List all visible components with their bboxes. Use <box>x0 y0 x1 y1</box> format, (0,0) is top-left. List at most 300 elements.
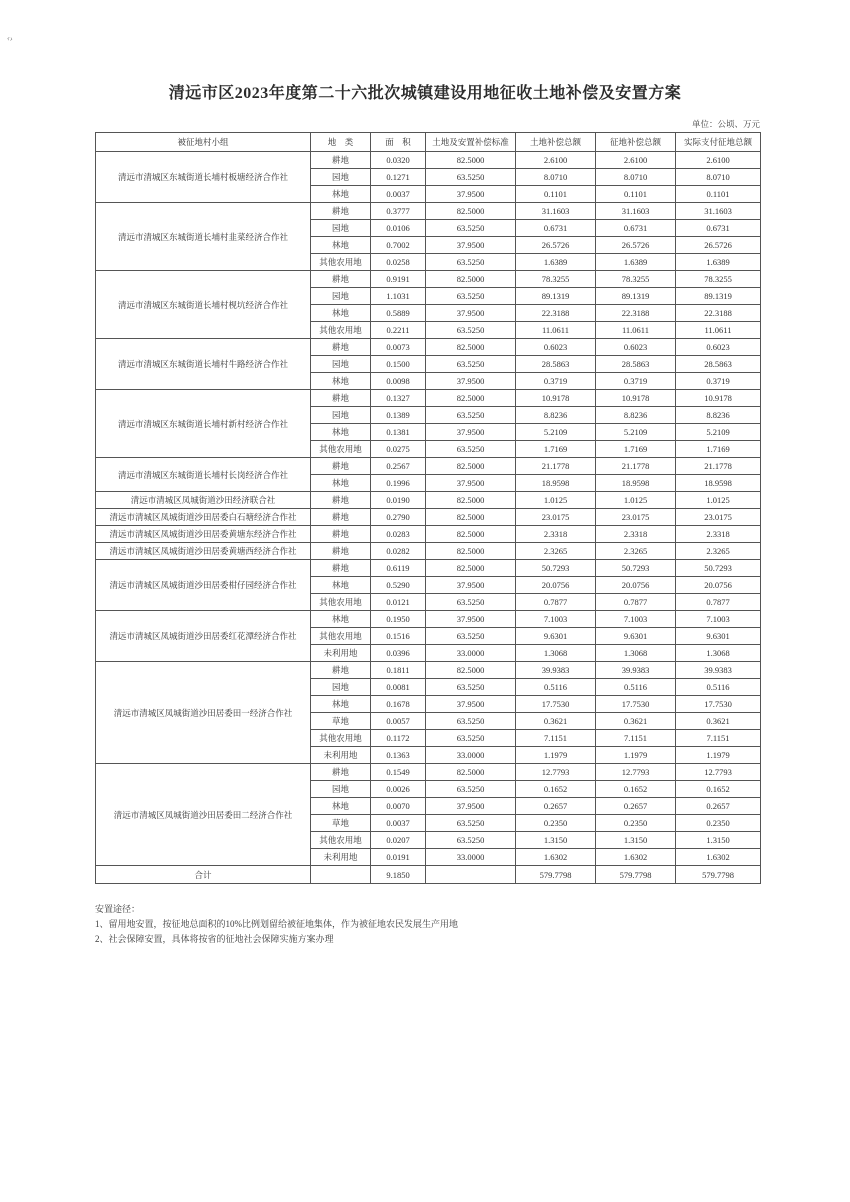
actual-paid-cell: 1.7169 <box>676 441 761 458</box>
compensation-table <box>95 132 761 884</box>
actual-paid-cell: 0.1652 <box>676 781 761 798</box>
land-comp-cell: 26.5726 <box>516 237 596 254</box>
standard-cell: 82.5000 <box>426 492 516 509</box>
land-comp-cell: 20.0756 <box>516 577 596 594</box>
levy-comp-cell: 0.1652 <box>596 781 676 798</box>
actual-paid-cell: 18.9598 <box>676 475 761 492</box>
area-cell: 0.0320 <box>371 152 426 169</box>
area-cell: 0.1363 <box>371 747 426 764</box>
actual-paid-cell: 2.3318 <box>676 526 761 543</box>
standard-cell: 82.5000 <box>426 526 516 543</box>
land-type-cell: 草地 <box>311 713 371 730</box>
standard-cell: 37.9500 <box>426 373 516 390</box>
area-cell: 0.0207 <box>371 832 426 849</box>
land-comp-cell: 1.7169 <box>516 441 596 458</box>
levy-comp-cell: 579.7798 <box>596 866 676 884</box>
standard-cell: 63.5250 <box>426 832 516 849</box>
table-row <box>96 543 761 560</box>
land-comp-cell: 31.1603 <box>516 203 596 220</box>
land-comp-cell: 89.1319 <box>516 288 596 305</box>
levy-comp-cell: 2.3318 <box>596 526 676 543</box>
land-type-cell: 林地 <box>311 577 371 594</box>
note-line-2: 2、社会保障安置，具体将按省的征地社会保障实施方案办理 <box>95 934 334 944</box>
standard-cell: 37.9500 <box>426 237 516 254</box>
levy-comp-cell: 0.7877 <box>596 594 676 611</box>
land-type-cell: 林地 <box>311 611 371 628</box>
standard-cell: 37.9500 <box>426 696 516 713</box>
standard-cell: 82.5000 <box>426 152 516 169</box>
actual-paid-cell: 12.7793 <box>676 764 761 781</box>
land-comp-cell: 1.1979 <box>516 747 596 764</box>
standard-cell: 63.5250 <box>426 594 516 611</box>
land-type-cell: 耕地 <box>311 203 371 220</box>
area-cell: 0.0057 <box>371 713 426 730</box>
actual-paid-cell: 26.5726 <box>676 237 761 254</box>
actual-paid-cell: 8.8236 <box>676 407 761 424</box>
land-comp-cell: 28.5863 <box>516 356 596 373</box>
table-row <box>96 764 761 781</box>
levy-comp-cell: 0.5116 <box>596 679 676 696</box>
actual-paid-cell: 39.9383 <box>676 662 761 679</box>
levy-comp-cell: 23.0175 <box>596 509 676 526</box>
table-header <box>96 133 761 152</box>
land-type-cell: 林地 <box>311 475 371 492</box>
table-row <box>96 390 761 407</box>
actual-paid-cell: 0.2657 <box>676 798 761 815</box>
standard-cell: 63.5250 <box>426 254 516 271</box>
village-group-name: 清远市清城区东城街道长埔村长岗经济合作社 <box>96 458 311 492</box>
levy-comp-cell: 2.6100 <box>596 152 676 169</box>
table-row <box>96 203 761 220</box>
actual-paid-cell: 10.9178 <box>676 390 761 407</box>
levy-comp-cell: 0.2350 <box>596 815 676 832</box>
land-comp-cell: 0.6023 <box>516 339 596 356</box>
land-type-cell: 其他农用地 <box>311 254 371 271</box>
levy-comp-cell: 20.0756 <box>596 577 676 594</box>
area-cell: 0.0098 <box>371 373 426 390</box>
actual-paid-cell: 1.0125 <box>676 492 761 509</box>
land-comp-cell: 78.3255 <box>516 271 596 288</box>
land-comp-cell: 0.3719 <box>516 373 596 390</box>
land-type-cell: 耕地 <box>311 339 371 356</box>
area-cell: 1.1031 <box>371 288 426 305</box>
village-group-name: 清远市清城区东城街道长埔村韭菜经济合作社 <box>96 203 311 271</box>
standard-cell: 37.9500 <box>426 611 516 628</box>
area-cell: 0.1549 <box>371 764 426 781</box>
levy-comp-cell: 18.9598 <box>596 475 676 492</box>
land-comp-cell: 0.2657 <box>516 798 596 815</box>
column-header-0: 被征地村小组 <box>96 133 311 152</box>
village-group-name: 清远市清城区凤城街道沙田居委田二经济合作社 <box>96 764 311 866</box>
area-cell: 0.1950 <box>371 611 426 628</box>
levy-comp-cell: 31.1603 <box>596 203 676 220</box>
land-comp-cell: 1.0125 <box>516 492 596 509</box>
land-type-cell: 耕地 <box>311 543 371 560</box>
standard-cell: 63.5250 <box>426 441 516 458</box>
actual-paid-cell: 0.1101 <box>676 186 761 203</box>
levy-comp-cell: 1.3150 <box>596 832 676 849</box>
land-comp-cell: 2.3318 <box>516 526 596 543</box>
land-type-cell: 耕地 <box>311 390 371 407</box>
levy-comp-cell: 10.9178 <box>596 390 676 407</box>
area-cell: 0.0026 <box>371 781 426 798</box>
land-comp-cell: 0.5116 <box>516 679 596 696</box>
standard-cell: 82.5000 <box>426 764 516 781</box>
land-comp-cell: 2.6100 <box>516 152 596 169</box>
land-type-cell: 林地 <box>311 237 371 254</box>
land-type-cell: 园地 <box>311 288 371 305</box>
unit-note: 单位：公顷、万元 <box>691 119 760 129</box>
standard-cell: 82.5000 <box>426 543 516 560</box>
land-type-cell: 未利用地 <box>311 645 371 662</box>
land-comp-cell: 7.1003 <box>516 611 596 628</box>
land-type-cell: 耕地 <box>311 492 371 509</box>
standard-cell: 82.5000 <box>426 339 516 356</box>
area-cell: 0.0121 <box>371 594 426 611</box>
area-cell: 0.0070 <box>371 798 426 815</box>
area-cell: 0.0396 <box>371 645 426 662</box>
standard-cell: 63.5250 <box>426 713 516 730</box>
area-cell: 0.7002 <box>371 237 426 254</box>
standard-cell: 37.9500 <box>426 798 516 815</box>
area-cell: 0.0106 <box>371 220 426 237</box>
village-group-name: 清远市清城区东城街道长埔村板塘经济合作社 <box>96 152 311 203</box>
land-comp-cell: 1.6302 <box>516 849 596 866</box>
area-cell: 0.1516 <box>371 628 426 645</box>
levy-comp-cell: 7.1151 <box>596 730 676 747</box>
actual-paid-cell: 0.2350 <box>676 815 761 832</box>
land-comp-cell: 17.7530 <box>516 696 596 713</box>
land-comp-cell: 5.2109 <box>516 424 596 441</box>
land-comp-cell: 1.6389 <box>516 254 596 271</box>
actual-paid-cell: 89.1319 <box>676 288 761 305</box>
actual-paid-cell: 21.1778 <box>676 458 761 475</box>
levy-comp-cell: 26.5726 <box>596 237 676 254</box>
land-type-cell: 林地 <box>311 424 371 441</box>
area-cell: 0.0081 <box>371 679 426 696</box>
table-row <box>96 492 761 509</box>
levy-comp-cell: 1.6389 <box>596 254 676 271</box>
land-comp-cell: 39.9383 <box>516 662 596 679</box>
land-type-cell: 耕地 <box>311 764 371 781</box>
land-type-cell: 林地 <box>311 305 371 322</box>
land-comp-cell: 0.3621 <box>516 713 596 730</box>
column-header-2: 面 积 <box>371 133 426 152</box>
column-header-3: 土地及安置补偿标准 <box>426 133 516 152</box>
land-comp-cell: 8.0710 <box>516 169 596 186</box>
land-type-cell: 园地 <box>311 679 371 696</box>
table-row <box>96 509 761 526</box>
column-header-6: 实际支付征地总额 <box>676 133 761 152</box>
village-group-name: 清远市清城区凤城街道沙田居委柑仔园经济合作社 <box>96 560 311 611</box>
actual-paid-cell: 0.6731 <box>676 220 761 237</box>
levy-comp-cell: 22.3188 <box>596 305 676 322</box>
land-comp-cell: 1.3150 <box>516 832 596 849</box>
land-type-cell: 耕地 <box>311 560 371 577</box>
standard-cell <box>426 866 516 884</box>
column-header-4: 土地补偿总额 <box>516 133 596 152</box>
actual-paid-cell: 579.7798 <box>676 866 761 884</box>
village-group-name: 清远市清城区东城街道长埔村新村经济合作社 <box>96 390 311 458</box>
standard-cell: 63.5250 <box>426 322 516 339</box>
land-type-cell: 耕地 <box>311 271 371 288</box>
standard-cell: 63.5250 <box>426 169 516 186</box>
area-cell: 0.5290 <box>371 577 426 594</box>
actual-paid-cell: 11.0611 <box>676 322 761 339</box>
note-line-1: 1、留用地安置，按征地总面积的10%比例划留给被征地集体，作为被征地农民发展生产用地 <box>95 919 458 929</box>
table-row <box>96 526 761 543</box>
area-cell: 0.2211 <box>371 322 426 339</box>
area-cell: 0.0282 <box>371 543 426 560</box>
area-cell: 0.1811 <box>371 662 426 679</box>
levy-comp-cell: 1.7169 <box>596 441 676 458</box>
standard-cell: 63.5250 <box>426 220 516 237</box>
actual-paid-cell: 7.1151 <box>676 730 761 747</box>
actual-paid-cell: 50.7293 <box>676 560 761 577</box>
area-cell: 0.1996 <box>371 475 426 492</box>
column-header-5: 征地补偿总额 <box>596 133 676 152</box>
village-group-name: 清远市清城区东城街道长埔村枧坑经济合作社 <box>96 271 311 339</box>
land-type-cell: 园地 <box>311 169 371 186</box>
levy-comp-cell: 12.7793 <box>596 764 676 781</box>
land-type-cell <box>311 866 371 884</box>
actual-paid-cell: 1.3150 <box>676 832 761 849</box>
area-cell: 0.0037 <box>371 815 426 832</box>
actual-paid-cell: 0.7877 <box>676 594 761 611</box>
standard-cell: 33.0000 <box>426 645 516 662</box>
standard-cell: 63.5250 <box>426 781 516 798</box>
standard-cell: 82.5000 <box>426 560 516 577</box>
area-cell: 0.0037 <box>371 186 426 203</box>
document-body <box>95 118 760 947</box>
levy-comp-cell: 9.6301 <box>596 628 676 645</box>
land-comp-cell: 23.0175 <box>516 509 596 526</box>
standard-cell: 63.5250 <box>426 407 516 424</box>
area-cell: 0.1389 <box>371 407 426 424</box>
land-type-cell: 其他农用地 <box>311 441 371 458</box>
actual-paid-cell: 22.3188 <box>676 305 761 322</box>
actual-paid-cell: 1.3068 <box>676 645 761 662</box>
levy-comp-cell: 0.6731 <box>596 220 676 237</box>
village-group-name: 清远市清城区东城街道长埔村牛路经济合作社 <box>96 339 311 390</box>
table-body <box>96 152 761 884</box>
land-comp-cell: 10.9178 <box>516 390 596 407</box>
land-comp-cell: 9.6301 <box>516 628 596 645</box>
standard-cell: 63.5250 <box>426 628 516 645</box>
actual-paid-cell: 7.1003 <box>676 611 761 628</box>
actual-paid-cell: 1.6302 <box>676 849 761 866</box>
land-type-cell: 耕地 <box>311 152 371 169</box>
land-comp-cell: 0.7877 <box>516 594 596 611</box>
levy-comp-cell: 1.1979 <box>596 747 676 764</box>
standard-cell: 63.5250 <box>426 356 516 373</box>
actual-paid-cell: 8.0710 <box>676 169 761 186</box>
land-type-cell: 草地 <box>311 815 371 832</box>
levy-comp-cell: 5.2109 <box>596 424 676 441</box>
village-group-name: 清远市清城区凤城街道沙田居委白石塘经济合作社 <box>96 509 311 526</box>
land-type-cell: 园地 <box>311 407 371 424</box>
land-comp-cell: 11.0611 <box>516 322 596 339</box>
levy-comp-cell: 1.6302 <box>596 849 676 866</box>
levy-comp-cell: 0.3719 <box>596 373 676 390</box>
levy-comp-cell: 1.0125 <box>596 492 676 509</box>
land-comp-cell: 7.1151 <box>516 730 596 747</box>
village-group-name: 清远市清城区凤城街道沙田居委黄塘东经济合作社 <box>96 526 311 543</box>
levy-comp-cell: 0.6023 <box>596 339 676 356</box>
actual-paid-cell: 23.0175 <box>676 509 761 526</box>
levy-comp-cell: 39.9383 <box>596 662 676 679</box>
levy-comp-cell: 78.3255 <box>596 271 676 288</box>
area-cell: 0.1327 <box>371 390 426 407</box>
levy-comp-cell: 7.1003 <box>596 611 676 628</box>
actual-paid-cell: 2.6100 <box>676 152 761 169</box>
standard-cell: 37.9500 <box>426 577 516 594</box>
standard-cell: 33.0000 <box>426 747 516 764</box>
land-type-cell: 其他农用地 <box>311 594 371 611</box>
actual-paid-cell: 9.6301 <box>676 628 761 645</box>
land-type-cell: 未利用地 <box>311 849 371 866</box>
table-row <box>96 560 761 577</box>
actual-paid-cell: 28.5863 <box>676 356 761 373</box>
levy-comp-cell: 21.1778 <box>596 458 676 475</box>
scan-artifact: ‹› <box>6 32 14 44</box>
total-label: 合计 <box>96 866 311 884</box>
area-cell: 0.2790 <box>371 509 426 526</box>
actual-paid-cell: 0.6023 <box>676 339 761 356</box>
village-group-name: 清远市清城区凤城街道沙田居委黄塘西经济合作社 <box>96 543 311 560</box>
actual-paid-cell: 78.3255 <box>676 271 761 288</box>
total-row <box>96 866 761 884</box>
actual-paid-cell: 1.1979 <box>676 747 761 764</box>
standard-cell: 63.5250 <box>426 288 516 305</box>
actual-paid-cell: 0.3621 <box>676 713 761 730</box>
standard-cell: 63.5250 <box>426 679 516 696</box>
standard-cell: 82.5000 <box>426 390 516 407</box>
land-comp-cell: 0.2350 <box>516 815 596 832</box>
area-cell: 0.0190 <box>371 492 426 509</box>
land-type-cell: 其他农用地 <box>311 628 371 645</box>
land-type-cell: 未利用地 <box>311 747 371 764</box>
table-row <box>96 662 761 679</box>
area-cell: 0.0191 <box>371 849 426 866</box>
levy-comp-cell: 0.2657 <box>596 798 676 815</box>
levy-comp-cell: 17.7530 <box>596 696 676 713</box>
land-comp-cell: 0.1101 <box>516 186 596 203</box>
land-comp-cell: 8.8236 <box>516 407 596 424</box>
standard-cell: 82.5000 <box>426 271 516 288</box>
standard-cell: 63.5250 <box>426 815 516 832</box>
area-cell: 0.0275 <box>371 441 426 458</box>
village-group-name: 清远市清城区凤城街道沙田居委红花潭经济合作社 <box>96 611 311 662</box>
land-type-cell: 其他农用地 <box>311 322 371 339</box>
actual-paid-cell: 1.6389 <box>676 254 761 271</box>
area-cell: 0.1678 <box>371 696 426 713</box>
land-type-cell: 园地 <box>311 781 371 798</box>
standard-cell: 37.9500 <box>426 186 516 203</box>
actual-paid-cell: 20.0756 <box>676 577 761 594</box>
standard-cell: 82.5000 <box>426 662 516 679</box>
levy-comp-cell: 8.8236 <box>596 407 676 424</box>
land-type-cell: 耕地 <box>311 458 371 475</box>
land-comp-cell: 21.1778 <box>516 458 596 475</box>
standard-cell: 33.0000 <box>426 849 516 866</box>
land-type-cell: 园地 <box>311 220 371 237</box>
actual-paid-cell: 0.3719 <box>676 373 761 390</box>
table-row <box>96 611 761 628</box>
area-cell: 0.0258 <box>371 254 426 271</box>
page-title: 清远市区2023年度第二十六批次城镇建设用地征收土地补偿及安置方案 <box>168 85 682 102</box>
area-cell: 0.6119 <box>371 560 426 577</box>
area-cell: 0.1172 <box>371 730 426 747</box>
levy-comp-cell: 8.0710 <box>596 169 676 186</box>
area-cell: 0.0283 <box>371 526 426 543</box>
standard-cell: 82.5000 <box>426 203 516 220</box>
land-type-cell: 园地 <box>311 356 371 373</box>
table-row <box>96 339 761 356</box>
area-cell: 0.1500 <box>371 356 426 373</box>
levy-comp-cell: 0.1101 <box>596 186 676 203</box>
land-type-cell: 林地 <box>311 696 371 713</box>
land-type-cell: 其他农用地 <box>311 832 371 849</box>
land-type-cell: 耕地 <box>311 526 371 543</box>
standard-cell: 37.9500 <box>426 305 516 322</box>
area-cell: 9.1850 <box>371 866 426 884</box>
levy-comp-cell: 89.1319 <box>596 288 676 305</box>
standard-cell: 82.5000 <box>426 509 516 526</box>
area-cell: 0.0073 <box>371 339 426 356</box>
actual-paid-cell: 2.3265 <box>676 543 761 560</box>
land-type-cell: 耕地 <box>311 509 371 526</box>
village-group-name: 清远市清城区凤城街道沙田经济联合社 <box>96 492 311 509</box>
levy-comp-cell: 50.7293 <box>596 560 676 577</box>
area-cell: 0.1271 <box>371 169 426 186</box>
actual-paid-cell: 17.7530 <box>676 696 761 713</box>
land-comp-cell: 22.3188 <box>516 305 596 322</box>
actual-paid-cell: 5.2109 <box>676 424 761 441</box>
table-header-row <box>96 133 761 152</box>
column-header-1: 地 类 <box>311 133 371 152</box>
table-row <box>96 271 761 288</box>
standard-cell: 37.9500 <box>426 424 516 441</box>
levy-comp-cell: 0.3621 <box>596 713 676 730</box>
land-comp-cell: 18.9598 <box>516 475 596 492</box>
area-cell: 0.1381 <box>371 424 426 441</box>
standard-cell: 37.9500 <box>426 475 516 492</box>
standard-cell: 63.5250 <box>426 730 516 747</box>
levy-comp-cell: 11.0611 <box>596 322 676 339</box>
table-row <box>96 458 761 475</box>
levy-comp-cell: 1.3068 <box>596 645 676 662</box>
land-comp-cell: 0.6731 <box>516 220 596 237</box>
land-type-cell: 林地 <box>311 798 371 815</box>
levy-comp-cell: 2.3265 <box>596 543 676 560</box>
land-type-cell: 其他农用地 <box>311 730 371 747</box>
land-comp-cell: 12.7793 <box>516 764 596 781</box>
levy-comp-cell: 28.5863 <box>596 356 676 373</box>
land-comp-cell: 2.3265 <box>516 543 596 560</box>
footer-notes <box>95 902 760 947</box>
land-comp-cell: 50.7293 <box>516 560 596 577</box>
land-comp-cell: 1.3068 <box>516 645 596 662</box>
land-type-cell: 耕地 <box>311 662 371 679</box>
area-cell: 0.3777 <box>371 203 426 220</box>
land-comp-cell: 0.1652 <box>516 781 596 798</box>
actual-paid-cell: 31.1603 <box>676 203 761 220</box>
standard-cell: 82.5000 <box>426 458 516 475</box>
actual-paid-cell: 0.5116 <box>676 679 761 696</box>
land-type-cell: 林地 <box>311 186 371 203</box>
land-type-cell: 林地 <box>311 373 371 390</box>
